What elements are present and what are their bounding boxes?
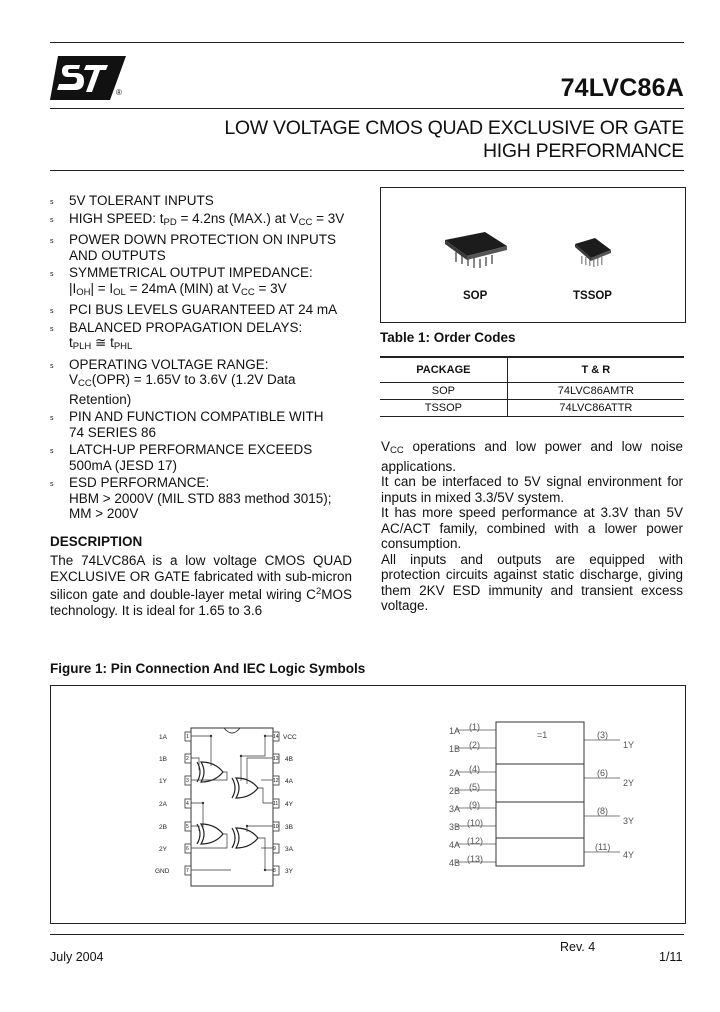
description-text: The 74LVC86A is a low voltage CMOS QUAD EXCLUSIVE OR GATE fabricated with sub-micron silicon gate and double-layer metal wiring $C^2MOS$ technology. It is ideal for 1.65 to 3.6 bbox=[50, 553, 352, 618]
iec-output-label: 2Y bbox=[623, 778, 635, 788]
pin-number: 9 bbox=[273, 846, 276, 852]
sop-package-icon bbox=[441, 230, 511, 270]
iec-pin-number: (11) bbox=[595, 842, 611, 852]
figure-title: Figure 1: Pin Connection And IEC Logic Symbols bbox=[50, 661, 366, 676]
pin-label: 2B bbox=[159, 824, 167, 831]
iec-pin-number: (13) bbox=[467, 854, 484, 864]
order-codes-table bbox=[380, 356, 684, 417]
part-number: 74LVC86A bbox=[560, 74, 684, 102]
pin-label: 1Y bbox=[159, 778, 167, 785]
footer-page-number: 1/11 bbox=[659, 950, 683, 964]
column-header: T & R bbox=[507, 357, 684, 383]
iec-pin-number: (2) bbox=[469, 740, 480, 750]
pin-number: 6 bbox=[186, 846, 189, 852]
pin-number: 10 bbox=[273, 824, 279, 830]
feature-item: s ESD PERFORMANCE: HBM > 2000V (MIL STD 883 method 3015); MM > 200V bbox=[50, 475, 332, 521]
iec-input-label: 3A bbox=[449, 804, 461, 814]
table-row bbox=[380, 383, 684, 400]
table-row bbox=[380, 400, 684, 417]
feature-item: s PIN AND FUNCTION COMPATIBLE WITH 74 SERIES 86 bbox=[50, 409, 324, 440]
iec-input-label: 4B bbox=[449, 858, 461, 868]
iec-pin-number: (5) bbox=[469, 782, 480, 792]
paragraph: $V_{CC}$ operations and low power and low noise applications. bbox=[381, 439, 683, 474]
figure-box bbox=[50, 685, 686, 924]
iec-input-label: 1B bbox=[449, 744, 461, 754]
pin-number: 3 bbox=[186, 778, 189, 784]
order-codes-title: Table 1: Order Codes bbox=[380, 330, 516, 345]
iec-input-label: 2A bbox=[449, 768, 461, 778]
pin-label: 3B bbox=[285, 824, 293, 831]
pin-number: 4 bbox=[186, 801, 189, 807]
feature-item: s SYMMETRICAL OUTPUT IMPEDANCE: $|I_{OH}| = I_{OL} = 24mA$ (MIN) at $V_{CC} = 3V$ bbox=[50, 265, 313, 298]
iec-function-label: =1 bbox=[537, 730, 548, 740]
description-title: DESCRIPTION bbox=[50, 534, 143, 549]
top-rule bbox=[50, 42, 684, 43]
iec-pin-number: (6) bbox=[597, 768, 608, 778]
pin-number: 11 bbox=[273, 801, 279, 807]
pin-connection-diagram bbox=[181, 726, 301, 891]
table-cell: 74LVC86AMTR bbox=[507, 383, 684, 400]
pin-label: 3A bbox=[285, 846, 293, 853]
sop-label: SOP bbox=[463, 290, 488, 302]
iec-pin-number: (1) bbox=[469, 722, 480, 732]
footer-revision: Rev. 4 bbox=[560, 940, 596, 954]
pin-label: 1B bbox=[159, 756, 167, 763]
iec-input-label: 1A bbox=[449, 726, 461, 736]
pin-number: 1 bbox=[186, 734, 189, 740]
iec-input-label: 2B bbox=[449, 786, 461, 796]
iec-output-label: 3Y bbox=[623, 816, 635, 826]
iec-input-label: 4A bbox=[449, 840, 461, 850]
feature-item: s 5V TOLERANT INPUTS bbox=[50, 193, 214, 208]
iec-pin-number: (10) bbox=[467, 818, 484, 828]
pin-label: 2A bbox=[159, 801, 167, 808]
footer-date: July 2004 bbox=[50, 950, 104, 964]
table-cell: SOP bbox=[380, 383, 507, 400]
pin-label: 1A bbox=[159, 734, 167, 741]
package-images-box bbox=[380, 187, 686, 323]
description-continued bbox=[381, 439, 683, 614]
paragraph: It can be interfaced to 5V signal environment for inputs in mixed 3.3/5V system. bbox=[381, 474, 683, 505]
feature-list bbox=[50, 193, 380, 524]
pin-number: 14 bbox=[273, 734, 279, 740]
iec-pin-number: (3) bbox=[597, 730, 608, 740]
registered-mark: ® bbox=[116, 88, 122, 97]
title-line-2: HIGH PERFORMANCE bbox=[482, 140, 684, 162]
iec-input-label: 3B bbox=[449, 822, 461, 832]
tssop-label: TSSOP bbox=[573, 290, 612, 302]
tssop-package-icon bbox=[571, 236, 615, 268]
header-rule bbox=[50, 108, 684, 109]
pin-label: 4A bbox=[285, 778, 293, 785]
pin-label: 4B bbox=[285, 756, 293, 763]
pin-number: 8 bbox=[273, 868, 276, 874]
pin-label: 2Y bbox=[159, 846, 167, 853]
column-header: PACKAGE bbox=[380, 357, 507, 383]
table-cell: TSSOP bbox=[380, 400, 507, 417]
feature-item: s LATCH-UP PERFORMANCE EXCEEDS 500mA (JESD 17) bbox=[50, 442, 313, 473]
iec-pin-number: (4) bbox=[469, 764, 480, 774]
paragraph: It has more speed performance at 3.3V than 5V AC/ACT family, combined with a lower power consumption. bbox=[381, 505, 683, 551]
iec-logic-symbol bbox=[446, 720, 586, 870]
iec-output-label: 4Y bbox=[623, 850, 635, 860]
pin-number: 12 bbox=[273, 778, 279, 784]
pin-number: 5 bbox=[186, 824, 189, 830]
feature-item: s PCI BUS LEVELS GUARANTEED AT 24 mA bbox=[50, 302, 338, 317]
iec-pin-number: (9) bbox=[469, 800, 480, 810]
pin-label: GND bbox=[155, 868, 170, 875]
table-cell: 74LVC86ATTR bbox=[507, 400, 684, 417]
pin-number: 7 bbox=[186, 868, 189, 874]
iec-pin-number: (12) bbox=[467, 836, 484, 846]
footer-rule bbox=[50, 934, 684, 935]
feature-item: s OPERATING VOLTAGE RANGE: $V_{CC}(OPR) = 1.65V$ to 3.6V (1.2V Data Retention) bbox=[50, 356, 296, 407]
title-line-1: LOW VOLTAGE CMOS QUAD EXCLUSIVE OR GATE bbox=[224, 117, 684, 139]
pin-number: 2 bbox=[186, 756, 189, 762]
pin-label: 4Y bbox=[285, 801, 293, 808]
title-rule bbox=[50, 170, 684, 171]
table-header-row bbox=[380, 357, 684, 383]
pin-label: 3Y bbox=[285, 868, 293, 875]
iec-output-label: 1Y bbox=[623, 740, 635, 750]
feature-item: s HIGH SPEED: $t_{PD} = 4.2ns$ (MAX.) at $V_{CC} = 3V$ bbox=[50, 210, 345, 228]
paragraph: All inputs and outputs are equipped with protection circuits against static discharge, giving them 2KV ESD immunity and transient excess voltage. bbox=[381, 551, 683, 613]
feature-item: s BALANCED PROPAGATION DELAYS: $t_{PLH}$ ≅ $t_{PHL}$ bbox=[50, 319, 303, 352]
pin-label: VCC bbox=[283, 734, 297, 741]
feature-item: s POWER DOWN PROTECTION ON INPUTS AND OUTPUTS bbox=[50, 232, 337, 263]
iec-pin-number: (8) bbox=[597, 806, 608, 816]
pin-number: 13 bbox=[273, 756, 279, 762]
